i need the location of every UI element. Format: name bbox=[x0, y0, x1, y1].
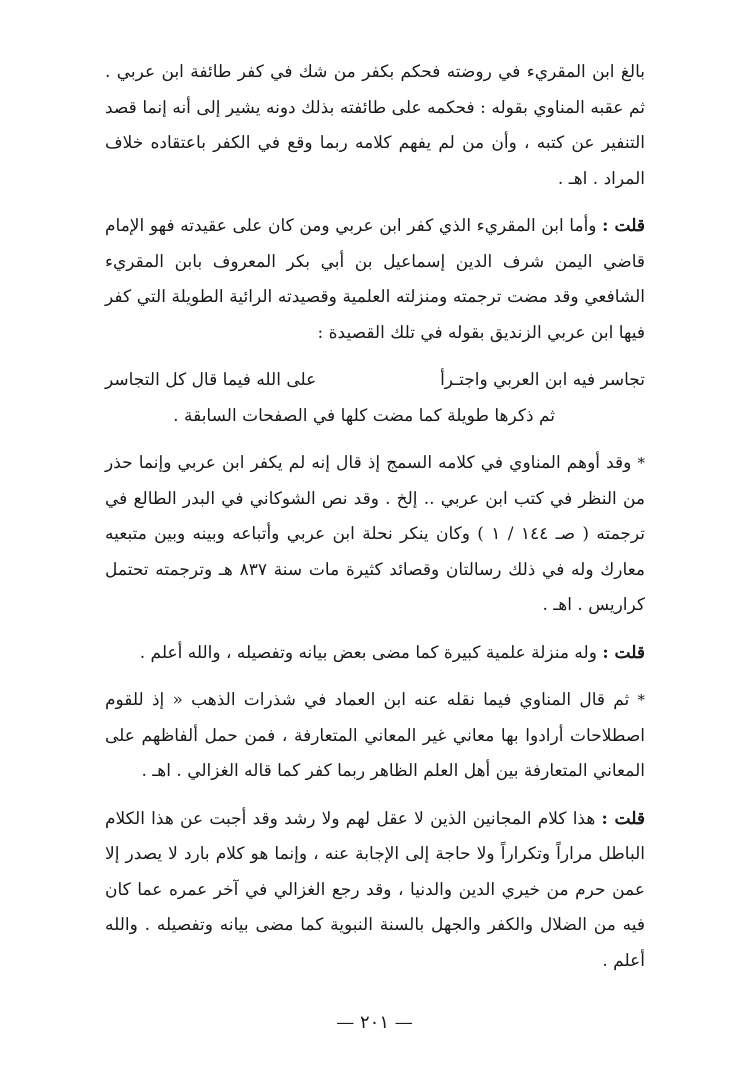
asterisk-marker: * bbox=[637, 454, 645, 472]
asterisk-marker: * bbox=[637, 691, 646, 709]
page-body bbox=[105, 55, 645, 979]
paragraph-4 bbox=[105, 636, 645, 672]
page-number: — ٢٠١ — bbox=[336, 1012, 413, 1033]
paragraph-text: وقد أوهم المناوي في كلامه السمج إذ قال إنه لم يكفر ابن عربي وإنما حذر من النظر في كتب ابن عربي .. إلخ . وقد نص الشوكاني في البدر الطالع في ترجمته ( صـ ١٤٤ / ١ ) وكان ينكر نحلة ابن عربي وأتباعه وبينه وبين متبعيه معارك وله في ذلك رسالتان وقصائد كثيرة مات سنة ٨٣٧ هـ وترجمته تحتمل كراريس . اهـ . bbox=[105, 453, 646, 615]
paragraph-6 bbox=[105, 802, 645, 980]
verse-followup: ثم ذكرها طويلة كما مضت كلها في الصفحات السابقة . bbox=[173, 405, 555, 426]
verse-first-hemistich: تجاسر فيه ابن العربي واجتـرأ bbox=[440, 370, 645, 390]
verse-second-hemistich: على الله فيما قال كل التجاسر bbox=[105, 370, 317, 390]
paragraph-1 bbox=[105, 55, 645, 197]
qultu-label: قلت : bbox=[601, 808, 646, 829]
paragraph-text: ثم قال المناوي فيما نقله عنه ابن العماد في شذرات الذهب « إذ للقوم اصطلاحات أرادوا بها معاني غير المعاني المتعارفة ، فمن حمل ألفاظهم على المعاني المتعارفة بين أهل العلم الظاهر ربما كفر كما قاله الغزالي . اهـ . bbox=[105, 690, 645, 781]
paragraph-3 bbox=[105, 446, 645, 624]
paragraph-text: وله منزلة علمية كبيرة كما مضى بعض بيانه وتفصيله ، والله أعلم . bbox=[139, 642, 597, 663]
paragraph-text: وأما ابن المقريء الذي كفر ابن عربي ومن كان على عقيدته فهو الإمام قاضي اليمن شرف الدين إسماعيل بن أبي بكر المعروف بابن المقريء الشافعي وقد مضت ترجمته ومنزلته العلمية وقصيدته الرائية الطويلة التي كفر فيها ابن عربي الزنديق بقوله في تلك القصيدة : bbox=[105, 216, 645, 343]
paragraph-5 bbox=[105, 683, 645, 790]
paragraph-text: هذا كلام المجانين الذين لا عقل لهم ولا رشد وقد أجبت عن هذا الكلام الباطل مراراً وتكراراً ولا حاجة إلى الإجابة عنه ، وإنما هو كلام بارد لا يصدر إلا عمن حرم من خيري الدين والدنيا ، وقد رجع الغزالي في آخر عمره عما كان فيه من الضلال والكفر والجهل بالسنة النبوية كما مضى بيانه وتفصيله . والله أعلم . bbox=[105, 808, 645, 971]
poetry-verse bbox=[105, 363, 645, 399]
qultu-label: قلت : bbox=[602, 216, 645, 236]
paragraph-2 bbox=[105, 209, 645, 351]
qultu-label: قلت : bbox=[602, 642, 645, 663]
paragraph-text: بالغ ابن المقريء في روضته فحكم بكفر من شك في كفر طائفة ابن عربي . ثم عقبه المناوي بقوله : فحكمه على طائفته بذلك دونه يشير إلى أنه إنما قصد التنفير عن كتبه ، وأن من لم يفهم كلامه ربما وقع في الكفر باعتقاده خلاف المراد . اهـ . bbox=[105, 62, 645, 189]
